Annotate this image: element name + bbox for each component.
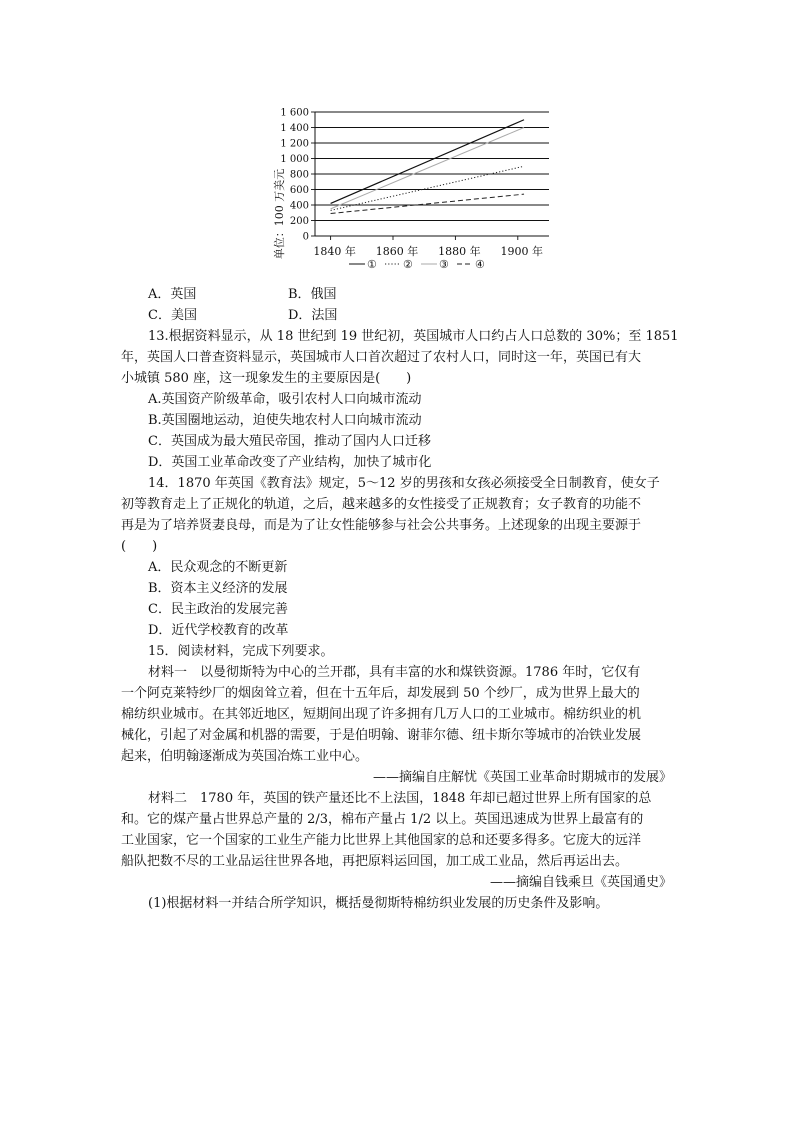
q15-material2-line: 船队把数不尽的工业品运往世界各地，再把原料运回国，加工成工业品，然后再运出去。 bbox=[121, 854, 629, 869]
y-axis-label: 单位：100 万美元 bbox=[273, 168, 286, 260]
q12-option-a: A．英国 bbox=[148, 287, 197, 302]
x-tick-label: 1900 年 bbox=[500, 245, 544, 258]
q15-material1-line: 一个阿克莱特纱厂的烟囱耸立着，但在十五年后，却发展到 50 个纱厂，成为世界上最大的 bbox=[121, 686, 640, 701]
q15-material1-line: 械化，引起了对金属和机器的需要，于是伯明翰、谢菲尔德、纽卡斯尔等城市的冶铁业发展 bbox=[121, 728, 642, 743]
y-tick-label: 1 200 bbox=[280, 138, 309, 150]
q13-option-d: D．英国工业革命改变了产业结构，加快了城市化 bbox=[148, 455, 432, 470]
q14-stem-line: 初等教育走上了正规化的轨道，之后，越来越多的女性接受了正规教育；女子教育的功能不 bbox=[121, 497, 642, 512]
q15-material1-line: 材料一 以曼彻斯特为中心的兰开郡，具有丰富的水和煤铁资源。1786 年时，它仅有 bbox=[148, 665, 641, 680]
y-tick-label: 200 bbox=[289, 216, 309, 227]
q14-option-b: B．资本主义经济的发展 bbox=[148, 581, 288, 596]
q13-stem-line: 小城镇 580 座，这一现象发生的主要原因是( ) bbox=[121, 371, 412, 386]
q13-stem-line: 13.根据资料显示，从 18 世纪到 19 世纪初，英国城市人口约占人口总数的 30%；至 1851 bbox=[148, 329, 679, 344]
line-chart bbox=[265, 100, 565, 285]
q15-material1-line: 起来，伯明翰逐渐成为英国冶炼工业中心。 bbox=[121, 749, 369, 764]
q15-source1: ——摘编自庄解忧《英国工业革命时期城市的发展》 bbox=[372, 770, 672, 785]
legend-label: ② bbox=[403, 258, 413, 271]
x-axis-tick-labels bbox=[313, 244, 543, 258]
q13-stem-line: 年，英国人口普查资料显示，英国城市人口首次超过了农村人口，同时这一年，英国已有大 bbox=[121, 350, 642, 365]
legend-label: ④ bbox=[475, 258, 485, 271]
q15-material2-line: 工业国家，它一个国家的工业生产能力比世界上其他国家的总和还要多得多。它庞大的远洋 bbox=[121, 833, 642, 848]
series-line-③ bbox=[331, 128, 524, 209]
q15-material2-line: 材料二 1780 年，英国的铁产量还比不上法国，1848 年却已超过世界上所有国家的总 bbox=[148, 791, 652, 806]
x-tick-label: 1880 年 bbox=[438, 245, 481, 258]
q14-option-c: C．民主政治的发展完善 bbox=[148, 602, 288, 617]
q12-option-c: C．美国 bbox=[148, 308, 197, 323]
q15-source2: ——摘编自钱乘旦《英国通史》 bbox=[489, 875, 672, 890]
q15-material2-line: 和。它的煤产量占世界总产量的 2/3，棉布产量占 1/2 以上。英国迅速成为世界上最富有的 bbox=[121, 812, 644, 827]
x-tick-label: 1840 年 bbox=[313, 245, 356, 258]
y-tick-label: 1 000 bbox=[280, 154, 309, 165]
q14-stem-line: 再是为了培养贤妻良母，而是为了让女性能够参与社会公共事务。上述现象的出现主要源于 bbox=[121, 518, 642, 533]
q14-option-d: D．近代学校教育的改革 bbox=[148, 623, 289, 638]
q14-stem-line: ( ) bbox=[121, 539, 158, 554]
q12-option-b: B．俄国 bbox=[288, 287, 337, 302]
y-tick-label: 1 400 bbox=[280, 123, 309, 134]
x-tick-label: 1860 年 bbox=[375, 245, 419, 258]
q15-sub1: (1)根据材料一并结合所学知识，概括曼彻斯特棉纺织业发展的历史条件及影响。 bbox=[148, 896, 609, 911]
q15-intro: 15．阅读材料，完成下列要求。 bbox=[148, 644, 334, 659]
q13-option-a: A.英国资产阶级革命，吸引农村人口向城市流动 bbox=[148, 392, 422, 407]
y-tick-label: 1 600 bbox=[280, 107, 309, 119]
legend-label: ① bbox=[367, 258, 377, 271]
y-tick-label: 600 bbox=[289, 185, 309, 196]
q15-material1-line: 棉纺织业城市。在其邻近地区，短期间出现了许多拥有几万人口的工业城市。棉纺织业的机 bbox=[121, 707, 642, 722]
q13-option-c: C．英国成为最大殖民帝国，推动了国内人口迁移 bbox=[148, 434, 431, 449]
legend-label: ③ bbox=[439, 258, 449, 271]
q14-option-a: A．民众观念的不断更新 bbox=[148, 560, 288, 575]
series-line-① bbox=[331, 120, 524, 204]
y-tick-label: 400 bbox=[289, 200, 309, 212]
y-tick-label: 0 bbox=[302, 231, 309, 243]
chart-series bbox=[331, 120, 524, 214]
q13-option-b: B.英国圈地运动，迫使失地农村人口向城市流动 bbox=[148, 413, 422, 428]
chart-legend bbox=[349, 258, 485, 271]
q12-option-d: D．法国 bbox=[288, 308, 338, 323]
chart-grid bbox=[311, 112, 549, 240]
q14-stem-line: 14．1870 年英国《教育法》规定，5～12 岁的男孩和女孩必须接受全日制教育，使女子 bbox=[148, 476, 660, 491]
y-tick-label: 800 bbox=[289, 169, 309, 181]
